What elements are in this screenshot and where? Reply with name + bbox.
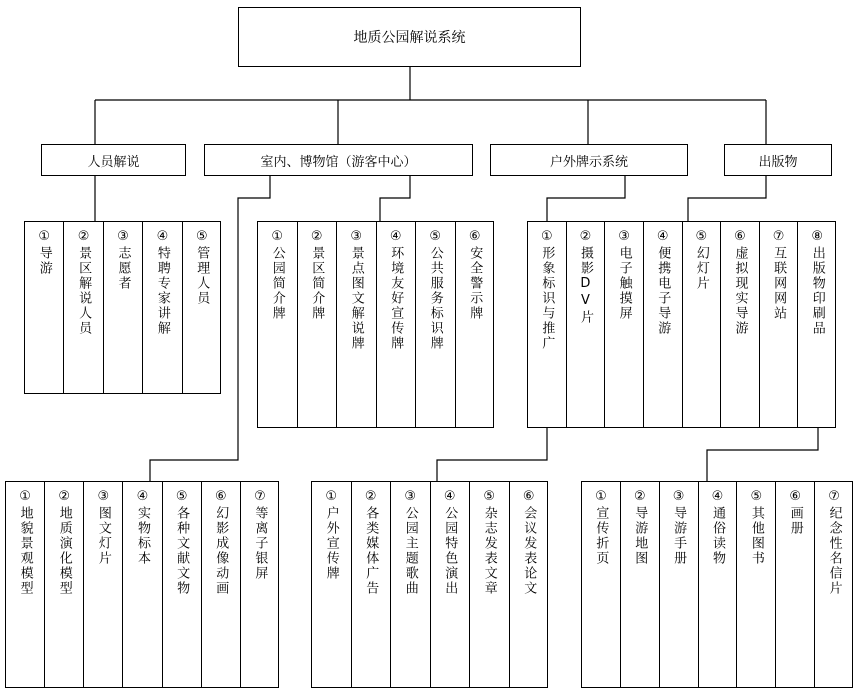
print-item: ⑤其他图书 <box>748 489 764 566</box>
indoor-sign-item: ③景点图文解说牌 <box>348 229 364 351</box>
exhibit-item: ③图文灯片 <box>95 489 111 566</box>
print-item: ③导游手册 <box>671 489 687 566</box>
indoor-sign-item: ①公园简介牌 <box>269 229 285 321</box>
link-publications-items <box>688 176 766 221</box>
outdoor-item-item: ②摄影DV片 <box>577 229 593 325</box>
print-item: ⑦纪念性名信片 <box>826 489 842 596</box>
personnel-item: ②景区解说人员 <box>76 229 92 336</box>
indoor-sign-item: ⑤公共服务标识牌 <box>427 229 443 351</box>
indoor-sign-item: ②景区简介牌 <box>309 229 325 321</box>
personnel-item: ③志愿者 <box>115 229 131 291</box>
diagram-title: 地质公园解说系统 <box>353 30 466 46</box>
outdoor-item-item: ④便携电子导游 <box>655 229 671 336</box>
indoor-sign-item: ⑥安全警示牌 <box>467 229 483 321</box>
exhibit-item: ⑥幻影成像动画 <box>213 489 229 596</box>
exhibit-item: ①地貌景观模型 <box>17 489 33 596</box>
indoor-sign-item: ④环境友好宣传牌 <box>388 229 404 351</box>
print-item: ④通俗读物 <box>709 489 725 566</box>
promo-item: ⑥会议发表论文 <box>521 489 537 596</box>
category-personnel: 人员解说 <box>87 154 140 170</box>
link-indoor-signs <box>380 176 410 221</box>
category-indoor: 室内、博物馆（游客中心） <box>260 154 417 170</box>
outdoor-item-item: ③电子触摸屏 <box>616 229 632 321</box>
print-item: ⑥画册 <box>787 489 803 536</box>
category-outdoor: 户外牌示系统 <box>549 154 628 170</box>
exhibit-item: ②地质演化模型 <box>56 489 72 596</box>
personnel-item: ⑤管理人员 <box>194 229 210 306</box>
exhibit-item: ④实物标本 <box>135 489 150 566</box>
promo-item: ④公园特色演出 <box>442 489 458 596</box>
personnel-item: ①导游 <box>36 229 52 276</box>
outdoor-item-item: ⑧出版物印刷品 <box>809 229 825 336</box>
outdoor-item-item: ⑥虚拟现实导游 <box>732 229 748 336</box>
print-item: ②导游地图 <box>632 489 648 566</box>
print-item: ①宣传折页 <box>593 489 609 566</box>
personnel-item: ④特聘专家讲解 <box>154 229 170 336</box>
link-outdoor-items <box>547 176 625 221</box>
category-publications: 出版物 <box>758 154 798 170</box>
promo-item: ②各类媒体广告 <box>363 489 379 596</box>
promo-item: ①户外宣传牌 <box>323 489 339 581</box>
exhibit-item: ⑤各种文献文物 <box>174 489 190 596</box>
promo-item: ③公园主题歌曲 <box>402 489 418 596</box>
outdoor-item-item: ⑤幻灯片 <box>693 229 709 291</box>
exhibit-item: ⑦等离子银屏 <box>252 489 268 581</box>
link-print <box>707 428 818 481</box>
outdoor-item-item: ①形象标识与推广 <box>539 229 555 351</box>
outdoor-item-item: ⑦互联网网站 <box>771 229 787 321</box>
promo-item: ⑤杂志发表文章 <box>481 489 497 596</box>
link-promo <box>437 428 547 481</box>
